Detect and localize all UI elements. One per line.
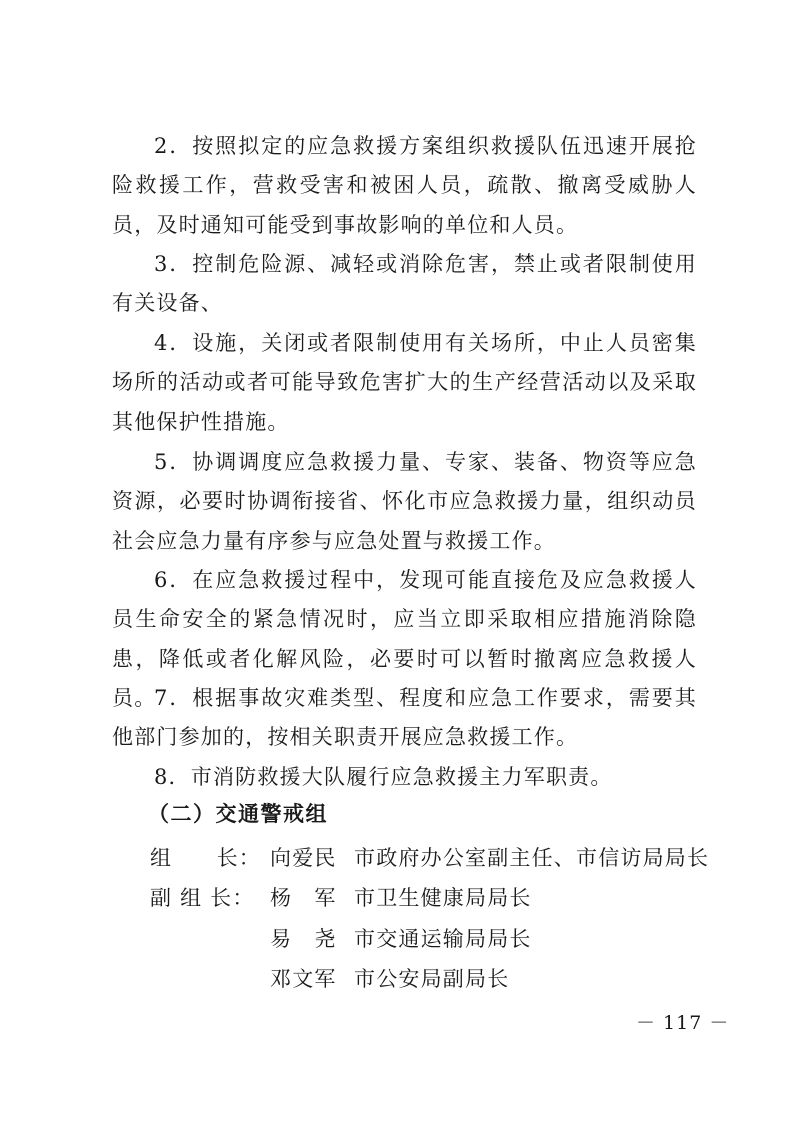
paragraph-item-2: 2．按照拟定的应急救援方案组织救援队伍迅速开展抢险救援工作，营救受害和被困人员，疏散、撤离受威胁人员，及时通知可能受到事故影响的单位和人员。 bbox=[112, 134, 697, 237]
paragraph-item-3: 3．控制危险源、减轻或消除危害，禁止或者限制使用有关设备、 bbox=[112, 252, 697, 316]
roster-role: 副 组 长： bbox=[150, 886, 255, 910]
roster-name: 邓文军 bbox=[270, 967, 337, 991]
roster-row-member bbox=[150, 919, 532, 959]
paragraph-item-8: 8．市消防救援大队履行应急救援主力军职责。 bbox=[154, 765, 613, 789]
paragraph-item-4: 4．设施，关闭或者限制使用有关场所，中止人员密集场所的活动或者可能导致危害扩大的生产经营活动以及采取其他保护性措施。 bbox=[112, 331, 697, 434]
paragraph-item-6: 6．在应急救援过程中，发现可能直接危及应急救援人员生命安全的紧急情况时，应当立即采取相应措施消除隐患，降低或者化解风险，必要时可以暂时撤离应急救援人员。 bbox=[112, 568, 697, 710]
roster-title: 市卫生健康局局长 bbox=[354, 886, 532, 910]
paragraph-item-7: 7．根据事故灾难类型、程度和应急工作要求，需要其他部门参加的，按相关职责开展应急救援工作。 bbox=[112, 686, 697, 750]
roster-title: 市公安局副局长 bbox=[354, 967, 510, 991]
roster-title: 市政府办公室副主任、市信访局局长 bbox=[354, 846, 710, 870]
roster-title: 市交通运输局局长 bbox=[354, 927, 532, 951]
paragraph-item-5: 5．协调调度应急救援力量、专家、装备、物资等应急资源，必要时协调衔接省、怀化市应急救援力量，组织动员社会应急力量有序参与应急处置与救援工作。 bbox=[112, 450, 697, 553]
roster-row-leader bbox=[150, 838, 709, 878]
roster-row-member bbox=[150, 959, 509, 999]
roster-row-deputy bbox=[150, 878, 532, 918]
roster-name: 易 尧 bbox=[270, 927, 337, 951]
section-heading: （二）交通警戒组 bbox=[148, 802, 328, 826]
page-number: － 117 － bbox=[636, 1012, 730, 1034]
roster-name: 向爱民 bbox=[270, 846, 337, 870]
roster-role: 组 长： bbox=[150, 846, 261, 870]
roster-name: 杨 军 bbox=[270, 886, 337, 910]
